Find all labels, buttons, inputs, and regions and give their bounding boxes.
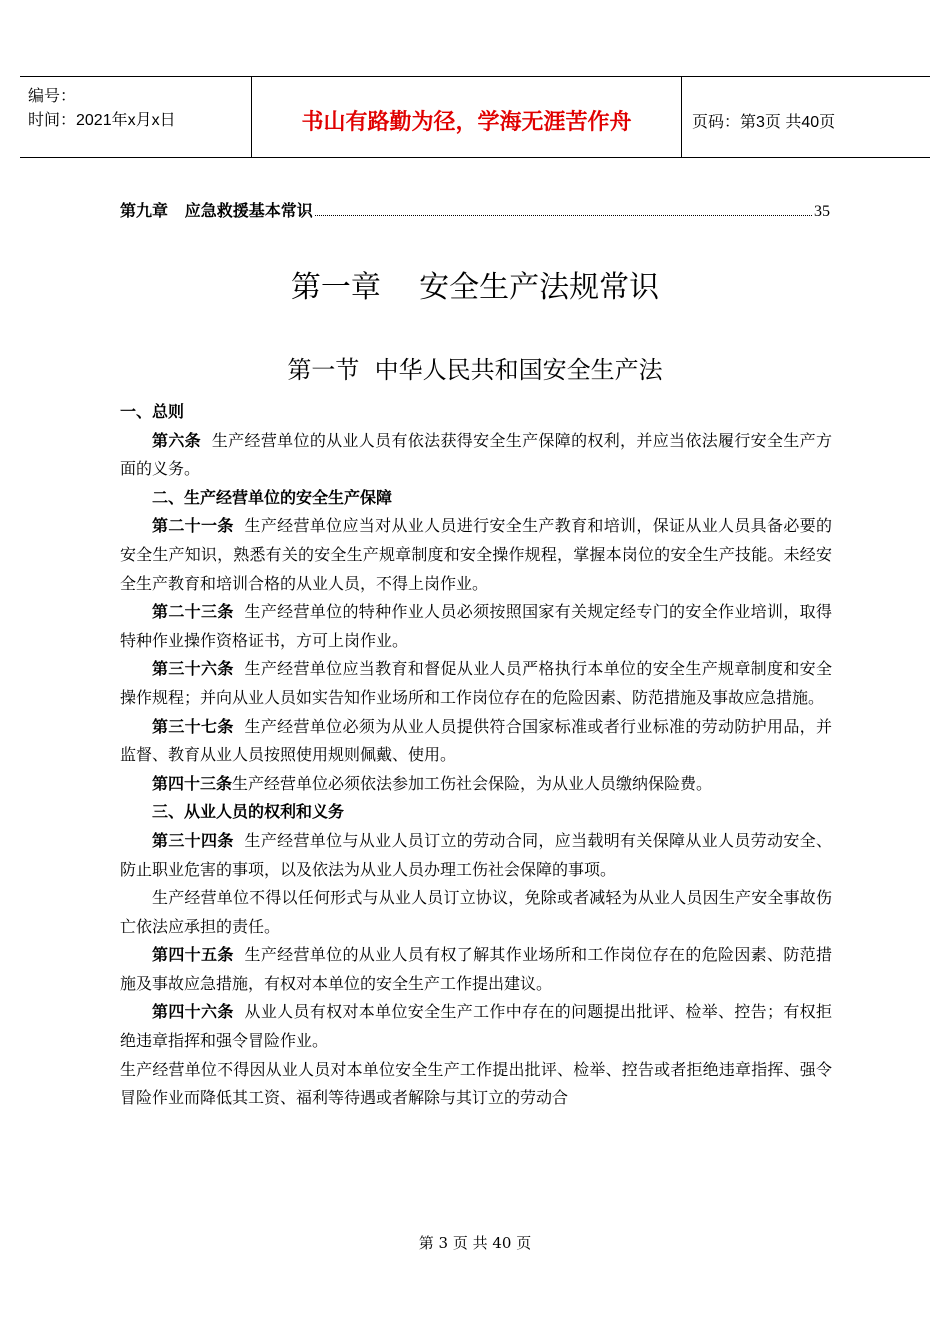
header-motto: 书山有路勤为径，学海无涯苦作舟 — [301, 109, 632, 135]
article-label: 第三十四条 — [152, 830, 234, 850]
article-23 — [120, 598, 832, 655]
date-label: 时间：2021年x月x日 — [28, 112, 176, 129]
article-text: 生产经营单位必须为从业人员提供符合国家标准或者行业标准的劳动防护用品，并监督、教育从业人员按照使用规则佩戴、使用。 — [120, 716, 832, 765]
doc-id-label: 编号： — [28, 88, 77, 105]
article-label: 第二十一条 — [152, 516, 234, 536]
chapter-title: 第一章 安全生产法规常识 — [290, 270, 660, 305]
article-label: 第三十六条 — [152, 659, 234, 679]
page-footer: 第 3 页 共 40 页 — [418, 1234, 532, 1252]
page-number-label: 页码：第3页 共40页 — [692, 114, 836, 131]
toc-leader-dots — [315, 214, 812, 216]
section-title: 第一节 中华人民共和国安全生产法 — [287, 356, 663, 384]
article-label: 第四十五条 — [152, 945, 234, 965]
toc-entry-title: 第九章 应急救援基本常识 — [120, 201, 313, 220]
article-45 — [120, 941, 832, 998]
header-divider — [681, 77, 682, 157]
article-43 — [120, 770, 832, 799]
page-header — [20, 76, 930, 158]
heading-worker-rights: 三、从业人员的权利和义务 — [152, 802, 345, 822]
article-21 — [120, 512, 832, 598]
article-label: 第四十六条 — [152, 1002, 234, 1022]
article-34-paragraph-2: 生产经营单位不得以任何形式与从业人员订立协议，免除或者减轻为从业人员因生产安全事故伤亡依法应承担的责任。 — [120, 888, 832, 936]
article-text: 生产经营单位应当教育和督促从业人员严格执行本单位的安全生产规章制度和安全操作规程；并向从业人员如实告知作业场所和工作岗位存在的危险因素、防范措施及事故应急措施。 — [120, 659, 832, 707]
article-text: 生产经营单位的特种作业人员必须按照国家有关规定经专门的安全作业培训，取得特种作业操作资格证书，方可上岗作业。 — [120, 602, 832, 650]
article-46-paragraph-2: 生产经营单位不得因从业人员对本单位安全生产工作提出批评、检举、控告或者拒绝违章指挥、强令冒险作业而降低其工资、福利等待遇或者解除与其订立的劳动合 — [120, 1059, 832, 1108]
article-46 — [120, 998, 832, 1055]
article-label: 第三十七条 — [152, 716, 234, 736]
article-text: 生产经营单位与从业人员订立的劳动合同，应当载明有关保障从业人员劳动安全、防止职业危害的事项，以及依法为从业人员办理工伤社会保障的事项。 — [120, 830, 832, 879]
article-37 — [120, 713, 832, 770]
article-label: 第二十三条 — [152, 602, 234, 622]
article-text: 生产经营单位的从业人员有依法获得安全生产保障的权利，并应当依法履行安全生产方面的义务。 — [120, 430, 832, 479]
article-label: 第四十三条 — [152, 773, 233, 793]
article-34 — [120, 827, 832, 884]
document-body — [120, 398, 832, 1113]
article-36 — [120, 655, 832, 712]
toc-entry[interactable] — [120, 198, 830, 221]
heading-safety-guarantee: 二、生产经营单位的安全生产保障 — [152, 487, 393, 507]
article-6 — [120, 427, 832, 484]
heading-general: 一、总则 — [120, 402, 185, 421]
article-text: 从业人员有权对本单位安全生产工作中存在的问题提出批评、检举、控告；有权拒绝违章指挥和强令冒险作业。 — [120, 1002, 832, 1051]
article-text: 生产经营单位必须依法参加工伤社会保险，为从业人员缴纳保险费。 — [232, 773, 713, 793]
toc-entry-page: 35 — [814, 203, 830, 220]
article-text: 生产经营单位应当对从业人员进行安全生产教育和培训，保证从业人员具备必要的安全生产知识，熟悉有关的安全生产规章制度和安全操作规程，掌握本岗位的安全生产技能。未经安全生产教育和培训合格的从业人员，不得上岗作业。 — [120, 516, 832, 593]
article-text: 生产经营单位的从业人员有权了解其作业场所和工作岗位存在的危险因素、防范措施及事故应急措施，有权对本单位的安全生产工作提出建议。 — [120, 945, 832, 993]
article-label: 第六条 — [152, 430, 201, 450]
